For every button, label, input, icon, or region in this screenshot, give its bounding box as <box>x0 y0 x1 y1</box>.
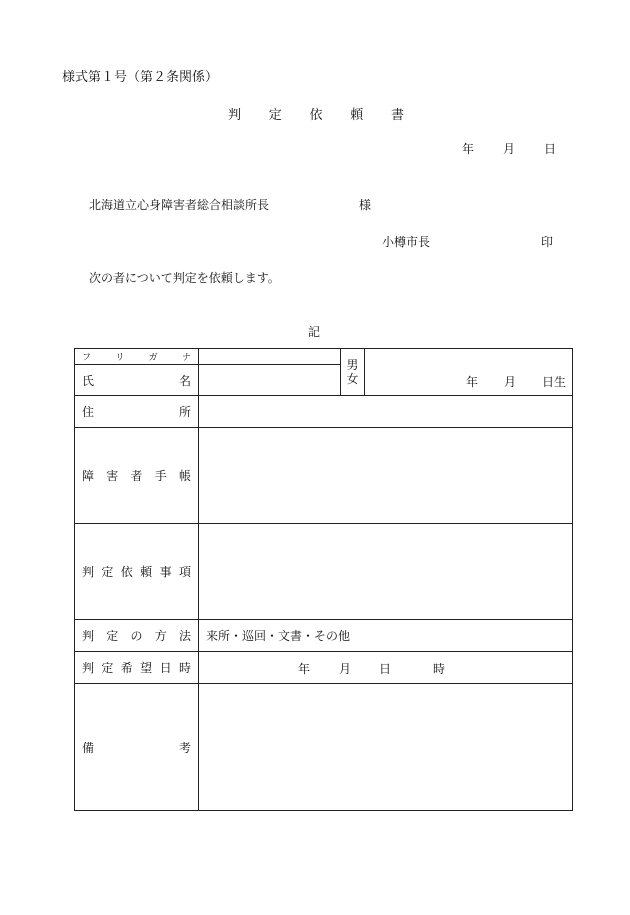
label-char: 名 <box>178 373 191 388</box>
desired-datetime-label-cell <box>75 652 199 684</box>
desired-day-label: 日 <box>379 661 392 676</box>
desired-month-label: 月 <box>339 661 352 676</box>
label-char: 日 <box>159 661 172 675</box>
date-day: 日 <box>543 142 556 156</box>
remarks-field[interactable] <box>199 684 573 811</box>
label-char: 備 <box>82 740 95 755</box>
method-options[interactable]: 来所・巡回・文書・その他 <box>199 620 573 652</box>
date-month: 月 <box>502 142 515 156</box>
label-char: 望 <box>140 661 153 675</box>
honorific: 様 <box>359 198 372 212</box>
title-char: 依 <box>309 108 323 123</box>
sex-cell[interactable] <box>341 349 365 396</box>
request-items-label-cell <box>75 524 199 620</box>
remarks-label-cell <box>75 684 199 811</box>
label-char: 障 <box>82 469 95 483</box>
title-char: 定 <box>268 108 282 123</box>
handbook-field[interactable] <box>199 428 573 524</box>
issue-date <box>462 140 556 157</box>
form-number: 様式第１号（第２条関係） <box>62 70 219 85</box>
name-field[interactable] <box>199 365 341 396</box>
handbook-label-cell <box>75 428 199 524</box>
address-label-cell <box>75 396 199 428</box>
furigana-label-cell <box>75 349 199 365</box>
desired-hour-label: 時 <box>433 661 446 676</box>
desired-year-label: 年 <box>298 661 311 676</box>
furigana-char: ナ <box>181 353 191 363</box>
label-char: 項 <box>178 565 191 579</box>
furigana-char: ガ <box>148 353 158 363</box>
sender: 小樽市長 <box>382 235 431 249</box>
label-char: 定 <box>101 565 114 579</box>
request-items-field[interactable] <box>199 524 573 620</box>
birth-year-label: 年 <box>465 374 478 389</box>
birth-month-label: 月 <box>503 374 516 389</box>
title-char: 頼 <box>350 108 364 123</box>
title-char: 書 <box>390 108 404 123</box>
date-year: 年 <box>462 142 475 156</box>
method-label-cell <box>75 620 199 652</box>
sex-female: 女 <box>346 372 359 386</box>
label-char: 希 <box>120 661 133 675</box>
label-char: 判 <box>82 565 95 579</box>
label-char: 定 <box>106 629 119 643</box>
label-char: 住 <box>82 405 95 419</box>
label-char: 事 <box>159 565 172 579</box>
request-form-table <box>74 348 573 811</box>
ki-heading: 記 <box>308 325 321 339</box>
document-title <box>228 104 404 123</box>
desired-datetime-field[interactable] <box>199 652 573 684</box>
birth-date-field[interactable] <box>365 349 573 396</box>
title-char: 判 <box>228 108 242 123</box>
addressee: 北海道立心身障害者総合相談所長 <box>89 198 270 212</box>
label-char: 頼 <box>140 565 153 579</box>
sex-male: 男 <box>346 358 359 372</box>
label-char: 所 <box>178 405 191 419</box>
furigana-char: フ <box>82 353 92 363</box>
birth-day-label: 日生 <box>541 374 566 389</box>
label-char: 依 <box>120 565 133 579</box>
label-char: 方 <box>154 629 167 643</box>
furigana-char: リ <box>115 353 125 363</box>
label-char: 手 <box>154 469 167 483</box>
label-char: 判 <box>82 629 95 643</box>
label-char: 帳 <box>178 469 191 483</box>
label-char: 考 <box>178 740 191 755</box>
label-char: の <box>130 629 143 643</box>
label-char: 害 <box>106 469 119 483</box>
seal-mark: 印 <box>541 235 554 249</box>
label-char: 法 <box>178 629 191 643</box>
label-char: 氏 <box>82 373 95 388</box>
label-char: 判 <box>82 661 95 675</box>
label-char: 定 <box>101 661 114 675</box>
address-field[interactable] <box>199 396 573 428</box>
furigana-field[interactable] <box>199 349 341 365</box>
label-char: 者 <box>130 469 143 483</box>
name-label-cell <box>75 365 199 396</box>
label-char: 時 <box>178 661 191 675</box>
intro-text: 次の者について判定を依頼します。 <box>89 271 280 285</box>
